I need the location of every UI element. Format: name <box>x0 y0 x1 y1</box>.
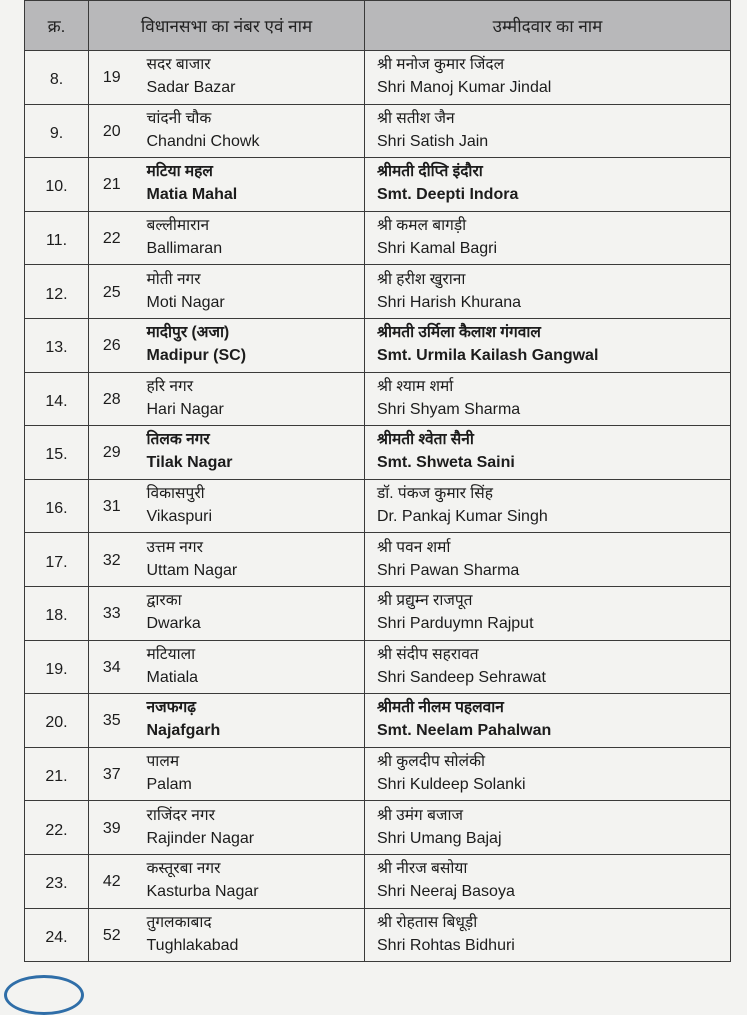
serial-number: 8. <box>25 51 89 105</box>
constituency-name-hindi: तुगलकाबाद <box>146 913 212 931</box>
candidate-name <box>365 801 731 855</box>
constituency-name <box>135 801 365 855</box>
table-row <box>25 479 731 533</box>
candidate-name <box>365 158 731 212</box>
serial-number: 24. <box>25 908 89 962</box>
constituency-name-hindi: बल्लीमारान <box>146 217 210 235</box>
constituency-number: 35 <box>89 694 135 748</box>
constituency-number: 34 <box>89 640 135 694</box>
table-row <box>25 908 731 962</box>
candidate-name <box>365 854 731 908</box>
constituency-number: 29 <box>89 426 135 480</box>
candidate-name <box>365 318 731 372</box>
table-row <box>25 426 731 480</box>
candidate-name-english: Shri Neeraj Basoya <box>377 883 515 901</box>
constituency-number: 52 <box>89 908 135 962</box>
candidate-name-english: Shri Satish Jain <box>377 132 489 150</box>
candidate-name <box>365 533 731 587</box>
constituency-number: 39 <box>89 801 135 855</box>
candidate-name <box>365 586 731 640</box>
constituency-name-english: Ballimaran <box>146 240 223 258</box>
constituency-name-hindi: चांदनी चौक <box>146 109 212 127</box>
constituency-header: विधानसभा का नंबर एवं नाम <box>89 1 365 51</box>
constituency-name-hindi: राजिंदर नगर <box>146 806 215 824</box>
constituency-name-hindi: विकासपुरी <box>146 485 205 503</box>
serial-number: 9. <box>25 104 89 158</box>
candidate-name-english: Shri Kamal Bagri <box>377 240 498 258</box>
constituency-number: 28 <box>89 372 135 426</box>
table-row <box>25 211 731 265</box>
candidate-name-english: Shri Pawan Sharma <box>377 561 520 579</box>
candidate-name <box>365 426 731 480</box>
constituency-number: 37 <box>89 747 135 801</box>
constituency-number: 20 <box>89 104 135 158</box>
table-row <box>25 747 731 801</box>
table-header-row <box>25 1 731 51</box>
candidate-name <box>365 479 731 533</box>
candidate-name-english: Smt. Urmila Kailash Gangwal <box>377 347 599 365</box>
constituency-name-english: Madipur (SC) <box>146 347 247 365</box>
candidate-name-english: Smt. Neelam Pahalwan <box>377 722 552 740</box>
constituency-name-hindi: तिलक नगर <box>146 431 210 449</box>
constituency-name-english: Rajinder Nagar <box>146 829 255 847</box>
table-row <box>25 801 731 855</box>
constituency-name <box>135 265 365 319</box>
candidate-name <box>365 694 731 748</box>
candidate-name-english: Shri Parduymn Rajput <box>377 615 534 633</box>
candidate-name <box>365 372 731 426</box>
candidate-name-hindi: श्री सतीश जैन <box>377 109 455 127</box>
candidate-name <box>365 211 731 265</box>
candidate-name-hindi: श्री पवन शर्मा <box>377 538 451 556</box>
candidate-name-hindi: श्री रोहतास बिधूड़ी <box>377 913 478 931</box>
constituency-name-english: Tughlakabad <box>146 936 239 954</box>
constituency-name-hindi: द्वारका <box>146 592 182 610</box>
constituency-number: 25 <box>89 265 135 319</box>
candidate-name-english: Shri Sandeep Sehrawat <box>377 668 546 686</box>
table-row <box>25 158 731 212</box>
candidate-name-english: Smt. Shweta Saini <box>377 454 515 472</box>
constituency-name-hindi: मटियाला <box>146 645 196 663</box>
serial-number: 18. <box>25 586 89 640</box>
constituency-name <box>135 747 365 801</box>
constituency-name <box>135 318 365 372</box>
constituency-number: 32 <box>89 533 135 587</box>
constituency-name <box>135 694 365 748</box>
table-row <box>25 533 731 587</box>
serial-number: 12. <box>25 265 89 319</box>
constituency-number: 21 <box>89 158 135 212</box>
candidate-name <box>365 51 731 105</box>
serial-number: 22. <box>25 801 89 855</box>
serial-number: 19. <box>25 640 89 694</box>
constituency-name <box>135 640 365 694</box>
serial-number: 20. <box>25 694 89 748</box>
table-row <box>25 640 731 694</box>
candidate-name-hindi: श्री कुलदीप सोलंकी <box>377 753 485 771</box>
candidate-name <box>365 104 731 158</box>
constituency-name-english: Matiala <box>146 668 199 686</box>
table-row <box>25 51 731 105</box>
constituency-name <box>135 211 365 265</box>
constituency-number: 22 <box>89 211 135 265</box>
constituency-name-english: Palam <box>146 776 192 794</box>
constituency-name-english: Chandni Chowk <box>146 132 260 150</box>
constituency-name-hindi: मोती नगर <box>146 270 201 288</box>
table-row <box>25 854 731 908</box>
candidate-name-english: Dr. Pankaj Kumar Singh <box>377 508 548 526</box>
constituency-name-hindi: कस्तूरबा नगर <box>146 860 221 878</box>
serial-number: 11. <box>25 211 89 265</box>
constituency-number: 33 <box>89 586 135 640</box>
candidate-name <box>365 640 731 694</box>
constituency-name-english: Kasturba Nagar <box>146 883 259 901</box>
candidate-name-hindi: श्रीमती दीप्ति इंदौरा <box>377 163 483 181</box>
serial-number: 23. <box>25 854 89 908</box>
constituency-number: 26 <box>89 318 135 372</box>
candidate-name <box>365 747 731 801</box>
constituency-name-english: Vikaspuri <box>146 508 213 526</box>
constituency-name-english: Uttam Nagar <box>146 561 238 579</box>
constituency-name <box>135 586 365 640</box>
candidate-name-hindi: श्रीमती उर्मिला कैलाश गंगवाल <box>377 324 541 342</box>
constituency-name-hindi: पालम <box>146 753 180 771</box>
candidate-name-hindi: श्री नीरज बसोया <box>377 860 468 878</box>
serial-number: 15. <box>25 426 89 480</box>
candidate-name-english: Shri Manoj Kumar Jindal <box>377 79 552 97</box>
constituency-name <box>135 158 365 212</box>
candidate-name-hindi: श्री उमंग बजाज <box>377 806 463 824</box>
constituency-name-english: Sadar Bazar <box>146 79 236 97</box>
party-logo <box>4 975 84 1015</box>
candidate-name-hindi: श्री हरीश खुराना <box>377 270 466 288</box>
table-row <box>25 265 731 319</box>
constituency-name-hindi: उत्तम नगर <box>146 538 203 556</box>
candidate-name-hindi: श्री श्याम शर्मा <box>377 377 454 395</box>
table-row <box>25 694 731 748</box>
candidate-name-english: Shri Harish Khurana <box>377 293 522 311</box>
constituency-name-english: Moti Nagar <box>146 293 225 311</box>
constituency-name <box>135 51 365 105</box>
candidate-name-hindi: श्रीमती नीलम पहलवान <box>377 699 504 717</box>
constituency-name-english: Dwarka <box>146 615 201 633</box>
candidate-header: उम्मीदवार का नाम <box>365 1 731 51</box>
constituency-name-english: Najafgarh <box>146 722 221 740</box>
constituency-name-english: Hari Nagar <box>146 400 224 418</box>
constituency-name <box>135 854 365 908</box>
constituency-name-hindi: मटिया महल <box>146 163 213 181</box>
candidate-name-english: Smt. Deepti Indora <box>377 186 519 204</box>
candidate-name-hindi: श्री प्रद्युम्न राजपूत <box>377 592 473 610</box>
constituency-name <box>135 426 365 480</box>
candidate-name-english: Shri Kuldeep Solanki <box>377 776 526 794</box>
candidate-table <box>24 0 731 962</box>
constituency-number: 19 <box>89 51 135 105</box>
constituency-number: 31 <box>89 479 135 533</box>
table-row <box>25 104 731 158</box>
candidate-name-hindi: श्रीमती श्वेता सैनी <box>377 431 474 449</box>
constituency-name-hindi: नजफगढ़ <box>146 699 197 717</box>
table-row <box>25 586 731 640</box>
serial-number: 14. <box>25 372 89 426</box>
candidate-name-english: Shri Umang Bajaj <box>377 829 502 847</box>
serial-header: क्र. <box>25 1 89 51</box>
candidate-list-document <box>24 0 730 962</box>
candidate-name-english: Shri Rohtas Bidhuri <box>377 936 515 954</box>
serial-number: 16. <box>25 479 89 533</box>
table-row <box>25 372 731 426</box>
constituency-name-hindi: मादीपुर (अजा) <box>146 324 230 342</box>
constituency-name <box>135 104 365 158</box>
candidate-name <box>365 265 731 319</box>
constituency-name-hindi: सदर बाजार <box>146 56 211 74</box>
table-row <box>25 318 731 372</box>
serial-number: 13. <box>25 318 89 372</box>
candidate-name-hindi: डॉ. पंकज कुमार सिंह <box>377 485 493 503</box>
constituency-name <box>135 533 365 587</box>
constituency-name <box>135 479 365 533</box>
constituency-name-english: Matia Mahal <box>146 186 238 204</box>
constituency-name-hindi: हरि नगर <box>146 377 194 395</box>
serial-number: 21. <box>25 747 89 801</box>
serial-number: 17. <box>25 533 89 587</box>
constituency-name <box>135 908 365 962</box>
candidate-name-hindi: श्री संदीप सहरावत <box>377 645 479 663</box>
serial-number: 10. <box>25 158 89 212</box>
constituency-name-english: Tilak Nagar <box>146 454 233 472</box>
candidate-name <box>365 908 731 962</box>
candidate-name-english: Shri Shyam Sharma <box>377 400 521 418</box>
constituency-number: 42 <box>89 854 135 908</box>
candidate-name-hindi: श्री कमल बागड़ी <box>377 217 467 235</box>
constituency-name <box>135 372 365 426</box>
candidate-name-hindi: श्री मनोज कुमार जिंदल <box>377 56 505 74</box>
